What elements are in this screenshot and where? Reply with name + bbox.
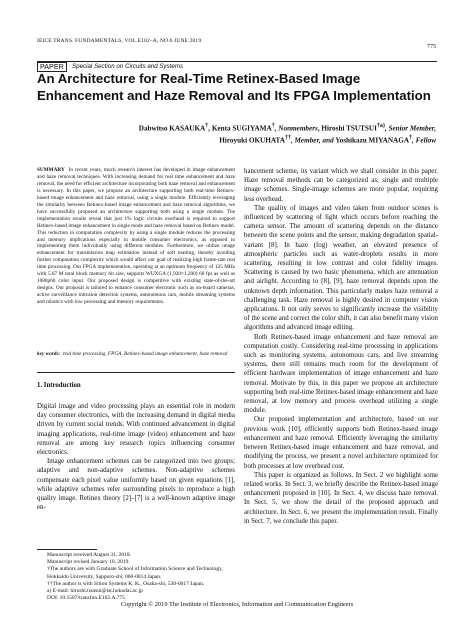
- author-line-2: [56, 134, 436, 146]
- author-membership: , Senior Member,: [384, 124, 436, 133]
- author-name: Dabwitso KASAUKA: [138, 124, 206, 133]
- footnote-rule: [37, 549, 97, 550]
- special-section-label: Special Section on Circuits and Systems: [72, 63, 184, 70]
- keywords-label: key words:: [37, 351, 61, 357]
- copyright-notice: Copyright © 2019 The Institute of Electronics, Information and Communication Engineers: [120, 601, 354, 608]
- journal-header: IEICE TRANS. FUNDAMENTALS, VOL.E102–A, NO.6 JUNE 2019: [37, 38, 202, 44]
- footnote: ††The author is with Sition Systems K. K., Osaka-shi, 530-0017 Japan.: [47, 580, 205, 587]
- abstract: [37, 167, 235, 306]
- abstract-label: SUMMARY: [37, 167, 65, 173]
- author-affiliation-mark: †a): [376, 123, 385, 129]
- page-number: 775: [427, 44, 436, 50]
- paragraph: Both Retinex-based image enhancement and haze removal are computation costly. Considering real-time processing in applications such as monitoring systems, autonomous cars, and live streaming systems, there still remains much room for the development of efficient hardware implementation of image enhancement and haze removal. Motivate by this, in this paper we propose an architecture supporting both real-time Retinex-based image enhancement and haze removal, at low memory and process overhead utilizing a single module.: [244, 333, 438, 415]
- author-affiliation-mark: †: [409, 134, 413, 141]
- abstract-text: In recent years, much research interest has developed in image enhancement and haze removal techniques. With increasing demand for real time enhancement and haze removal, the need for efficient architecture incorporating both haze removal and enhancement is necessary. In this paper, we propose an architecture supporting both real-time Retinex-based image enhancement and haze removal, using a single module. Efficiently leveraging the similarity between Retinex-based image enhancement and haze removal algorithms, we have successfully proposed an architecture supporting both using a single module. The implementation results reveal that just 1% logic circuits overhead is required to support Retinex-based image enhancement in single mode and haze removal based on Retinex model. This reduction in computation complexity by using a single module reduces the processing and memory implications especially in mobile consumer electronics, as opposed to implementing them individually using different modules. Furthermore, we utilize image enhancement for transmission map estimation instead of soft matting, thereby avoiding further computation complexity which would affect our goal of realizing high frame-rate real time processing. Our FPGA implementation, operating at an optimum frequency of 125 MHz with 5.67 M total block memory bit size, supports WUXGA (1,920×1,200) 60 fps as well as 1080p60 color input. Our proposed design is competitive with existing state-of-the-art designs. Our proposal is tailored to enhance consumer electronic such as on-board cameras, active surveillance intrusion detection systems, autonomous cars, mobile streaming systems and robotics with low processing and memory requirements.: [37, 167, 235, 306]
- paper-title: An Architecture for Real-Time Retinex-Based Image Enhancement and Haze Removal and Its FPGA Implementation: [37, 71, 431, 103]
- author-affiliation-mark: †: [271, 123, 275, 129]
- author-name: , Kenta SUGIYAMA: [208, 124, 272, 133]
- keywords-rule: [37, 372, 235, 373]
- paragraph: This paper is organized as follows. In Sect. 2 we highlight some related works. In Sect. 3, we briefly describe the Retinex-based image enhancement proposed in [10]. In Sect. 4, we discuss haze removal. In Sect. 5, we show the detail of the proposed approach and architecture. In Sect. 6, we present the implementation result. Finally in Sect. 7, we conclude this paper.: [244, 471, 438, 525]
- footnote: †The authors are with Graduate School of Information Science and Technology, Hokkaido University, Sapporo-shi, 060-0814 Japan.: [47, 566, 223, 580]
- author-name: Yoshikazu MIYANAGA: [333, 136, 410, 145]
- author-affiliation-mark: †: [205, 123, 209, 129]
- author-name: Hiroyuki OKUHATA: [219, 136, 285, 145]
- author-line-1: [56, 122, 436, 134]
- footnote: Manuscript revised January 10, 2019.: [47, 559, 130, 566]
- author-name: , Hiroshi TSUTSUI: [317, 124, 377, 133]
- author-membership: , Member, and: [290, 136, 334, 145]
- footnote: Manuscript received August 31, 2018.: [47, 552, 132, 558]
- footnote: a) E-mail: hiroshi.tsutsui@ist.hokudai.ac.jp: [47, 588, 143, 595]
- footnotes: [37, 549, 235, 602]
- author-affiliation-mark: ††: [284, 134, 291, 141]
- section-heading: 1. Introduction: [37, 382, 81, 389]
- footnote: DOI: 10.1587/transfun.E102.A.775: [47, 595, 126, 602]
- author-membership: , Fellow: [412, 136, 436, 145]
- keywords-text: real time processing, FPGA, Retinex-based image enhancement, haze removal: [62, 351, 228, 357]
- author-list: [56, 122, 436, 146]
- paragraph: Digital image and video processing plays an essential role in modern day consumer electronics, with the increasing demand in digital media driven by current social trends. With continued advancement in digital imaging applications, real-time image (video) enhancement and haze removal are among key research topics influencing consumer electronics.: [37, 403, 235, 457]
- author-membership: , Nonmembers: [274, 124, 318, 133]
- paragraph: Image enhancement schemes can be categorized into two groups; adaptive and non-adaptive schemes. Non-adaptive schemes compensate each pixel value uniformly based on given equations [1], while adaptive schemes refer surrounding pixels to reproduce a high quality image. Retinex theory [2]–[7] is a well-known adaptive image en-: [37, 458, 235, 512]
- intro-body: [37, 402, 235, 512]
- paper-type-label: PAPER: [37, 62, 67, 72]
- paragraph: Our proposed implementation and architecture, based on our previous work [10], efficiently supports both Retinex-based image enhancement and haze removal. Efficiently leveraging the similarity between Retinex-based image enhancement and haze removal, and modifying the process, we present a novel architecture optimized for both processes at low overhead cost.: [244, 416, 438, 470]
- header-rule: [37, 61, 437, 62]
- paragraph: The quality of images and video taken from outdoor scenes is influenced by scattering of light which occurs before reaching the camera sensor. The amount of scattering depends on the distance between the scene points and the sensor, making degradation spatial-variant [8]. In haze (fog) weather, an elevated presence of atmospheric particles such as water-droplets results in more scattering, resulting in low contrast and color fidelity images. Scattering is caused by two basic phenomena, which are attenuation and airlight. According to [8], [9], haze removal depends upon the unknown depth information. This particularly makes haze removal a challenging task. Haze removal is highly desired in computer vision applications. It not only serves to significantly increase the visibility of the scene and correct the color shift, it can also benefit many vision algorithms and advanced image editing.: [244, 204, 438, 332]
- paragraph: hancement scheme, its variant which we shall consider in this paper. Haze removal methods can be categorized as; single and multiple image schemes. Single-image schemes are more popular, requiring less overhead.: [244, 168, 438, 203]
- keywords: [37, 351, 235, 358]
- right-column-body: [244, 167, 438, 526]
